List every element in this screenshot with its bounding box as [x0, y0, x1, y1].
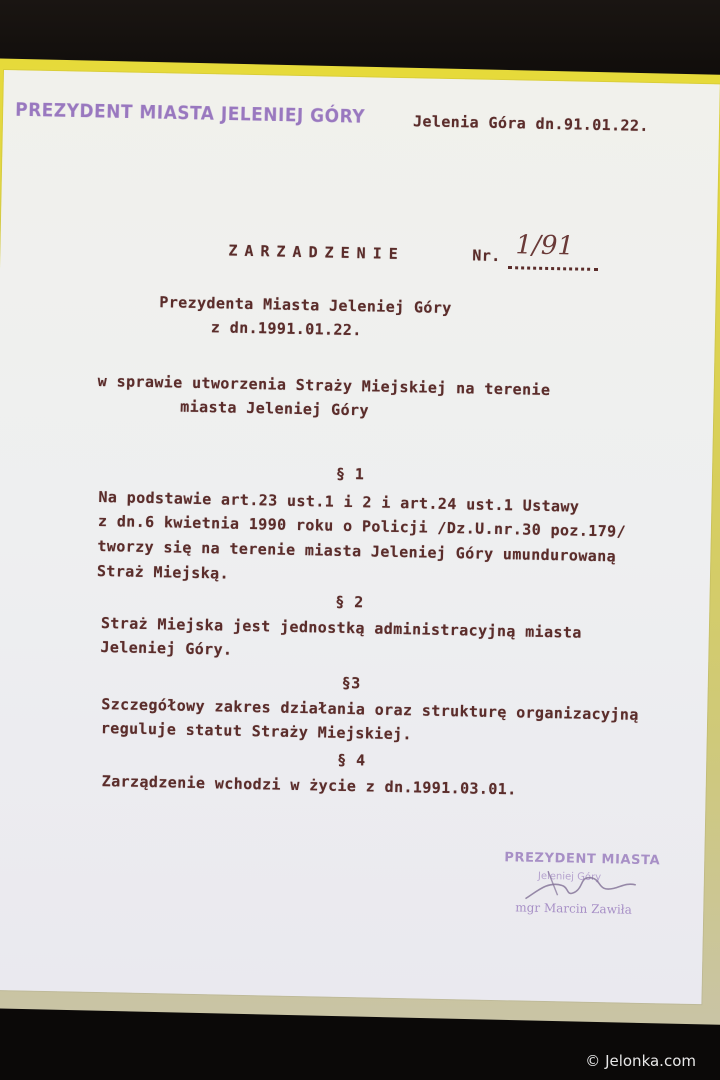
section-3-line: Szczegółowy zakres działania oraz strukturę organizacyjną: [101, 695, 639, 724]
signature-stamp: [497, 850, 689, 944]
number-label: Nr.: [472, 246, 501, 266]
section-mark-4: § 4: [337, 750, 366, 770]
section-1-line: tworzy się na terenie miasta Jeleniej Góry umundurowaną: [97, 536, 617, 566]
section-4-line: Zarządzenie wchodzi w życie z dn.1991.03.01.: [101, 772, 517, 799]
signature-stamp-subtitle: Jeleniej Góry: [537, 870, 602, 884]
document-sheet: [0, 70, 720, 1004]
handwritten-number: 1/91: [515, 230, 575, 262]
number-dotted-line: [508, 266, 598, 271]
header-stamp: PREZYDENT MIASTA JELENIEJ GÓRY: [14, 99, 366, 129]
section-1-line: Straż Miejską.: [96, 561, 230, 583]
section-1-line: Na podstawie art.23 ust.1 i 2 i art.24 ust.1 Ustawy: [98, 487, 580, 516]
signature-stamp-title: PREZYDENT MIASTA: [504, 850, 661, 869]
section-1-line: z dn.6 kwietnia 1990 roku o Policji /Dz.U.nr.30 poz.179/: [97, 511, 627, 541]
signature-stamp-name: mgr Marcin Zawiła: [515, 900, 632, 917]
section-mark-1: § 1: [335, 464, 365, 484]
issuer-line: Prezydenta Miasta Jeleniej Góry: [159, 293, 452, 318]
place-date: Jelenia Góra dn.91.01.22.: [412, 112, 649, 135]
section-2-line: Straż Miejska jest jednostką administracyjną miasta: [100, 614, 582, 642]
document-title: ZARZADZENIE: [228, 241, 405, 264]
issuer-date: z dn.1991.01.22.: [210, 318, 362, 340]
subject-line-2: miasta Jeleniej Góry: [180, 397, 370, 420]
section-2-line: Jeleniej Góry.: [100, 638, 233, 659]
copyright-watermark: © Jelonka.com: [585, 1052, 696, 1070]
section-mark-3: §3: [341, 673, 361, 693]
section-3-line: reguluje statut Straży Miejskiej.: [100, 719, 413, 744]
section-mark-2: § 2: [335, 592, 364, 612]
subject-line-1: w sprawie utworzenia Straży Miejskiej na terenie: [97, 371, 551, 400]
